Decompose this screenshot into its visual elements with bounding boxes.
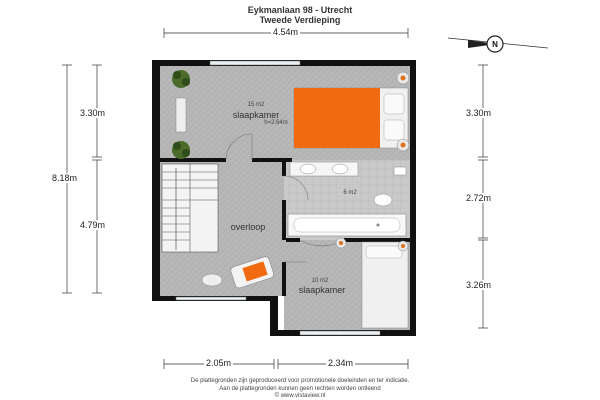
footer-credit: © www.vistaview.nl <box>274 393 326 399</box>
svg-text:N: N <box>492 40 498 49</box>
dim-top-width: 4.54m <box>273 27 299 37</box>
dim-left-lower: 4.79m <box>80 220 106 230</box>
landing-name: overloop <box>230 222 266 232</box>
plan-subtitle: Tweede Verdieping <box>259 15 341 25</box>
staircase <box>162 164 218 252</box>
second-bedroom-area: 10 m2 <box>311 278 329 284</box>
master-bedroom-height: h=2.64m <box>264 120 288 126</box>
dim-right-upper: 3.30m <box>466 108 492 118</box>
bathtub-icon <box>288 214 406 236</box>
desk <box>176 98 186 132</box>
dim-left-total: 8.18m <box>52 173 78 183</box>
second-bedroom-name: slaapkamer <box>298 285 346 295</box>
sink-icon <box>290 162 358 176</box>
footer-disclaimer: De plattegronden zijn geproduceerd voor promotionele doeleinden en ter indicatie. <box>190 378 410 384</box>
dim-bottom-right: 2.34m <box>328 358 354 368</box>
compass-icon <box>448 36 548 52</box>
dim-left-upper: 3.30m <box>80 108 106 118</box>
master-bedroom-area: 15 m2 <box>247 102 265 108</box>
dim-bottom-left: 2.05m <box>206 358 232 368</box>
plan-title: Eykmanlaan 98 - Utrecht <box>247 5 353 15</box>
dim-right-middle: 2.72m <box>466 193 492 203</box>
footer-rights: Aan de plattegronden kunnen geen rechten worden ontleend <box>219 386 381 392</box>
side-table <box>202 274 222 286</box>
master-bedroom-name: slaapkamer <box>232 110 280 120</box>
bathroom-area: 6 m2 <box>343 190 357 196</box>
dim-right-lower: 3.26m <box>466 280 492 290</box>
